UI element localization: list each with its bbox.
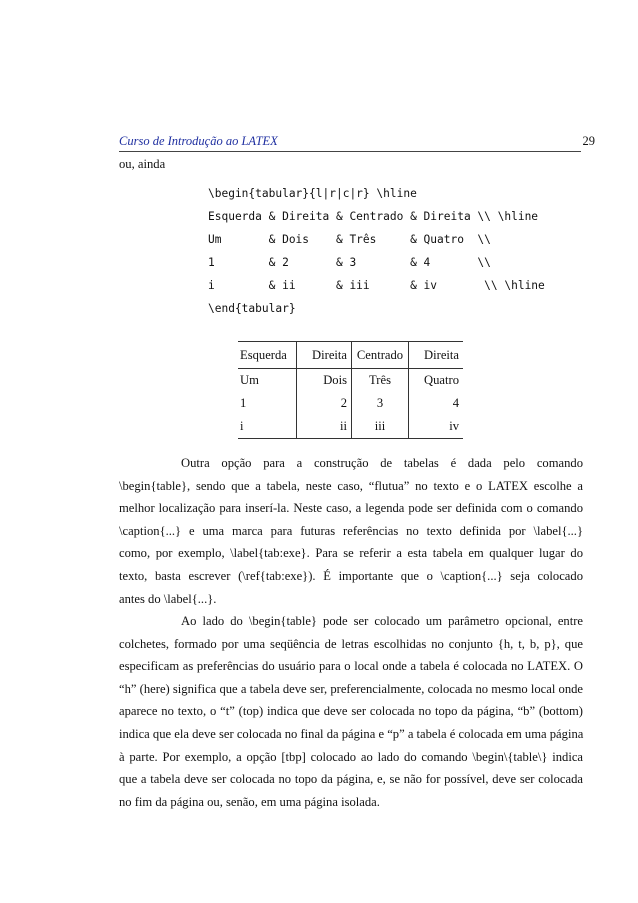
table-header-row xyxy=(238,342,463,369)
table-cell: 3 xyxy=(352,392,409,415)
table-cell: iii xyxy=(352,415,409,439)
paragraph-line: aparece no texto, o “t” (top) indica que deve ser colocada no topo da página, “b” (bottom) xyxy=(119,704,583,719)
paragraph-line: como, por exemplo, \label{tab:exe}. Para se referir a esta tabela em qualquer lugar do xyxy=(119,546,583,561)
paragraph-line: à parte. Por exemplo, a opção [tbp] colocado ao lado do comando \begin\{table\} indica xyxy=(119,749,583,764)
table-cell: 1 xyxy=(238,392,297,415)
header-title: Curso de Introdução ao LATEX xyxy=(119,134,278,148)
paragraph-2 xyxy=(119,610,583,813)
table-header-cell: Esquerda xyxy=(238,342,297,369)
paragraph-line: antes do \label{...}. xyxy=(119,591,217,606)
paragraph-line: indica que ela deve ser colocada no final da página e “p” a tabela é colocada em uma página xyxy=(119,726,584,741)
table-cell: 4 xyxy=(452,396,459,410)
code-line: Esquerda & Direita & Centrado & Direita \\ \hline xyxy=(208,210,539,223)
table-cell: ii xyxy=(297,415,352,439)
header-rule xyxy=(119,151,581,152)
table-row xyxy=(238,392,463,415)
paragraph-line: texto, basta escrever (\ref{tab:exe}). É importante que o \caption{...} seja colocado xyxy=(119,568,583,583)
table-cell: iv xyxy=(409,415,464,439)
table-header-cell: Direita xyxy=(297,342,352,369)
running-header xyxy=(119,134,595,150)
paragraph-line: que a tabela deve ser colocada no topo da página, e, se não for possível, deve ser colocada xyxy=(119,772,583,787)
page-number: 29 xyxy=(582,134,595,148)
paragraph-1 xyxy=(119,452,583,610)
code-line: i & ii & iii & iv \\ \hline xyxy=(208,279,545,292)
paragraph-line: melhor localização para inserí-la. Neste caso, a legenda pode ser definida com o comando xyxy=(119,501,583,516)
paragraph-line: Ao lado do \begin{table} pode ser colocado um parâmetro opcional, entre xyxy=(181,614,583,628)
table-row xyxy=(238,415,463,439)
paragraph-line: \begin{table}, sendo que a tabela, neste caso, “flutua” no texto e o LATEX escolhe a xyxy=(119,478,583,493)
paragraph-line: colchetes, formado por uma seqüência de letras escolhidas no conjunto {h, t, b, p}, que xyxy=(119,636,583,651)
code-line: \begin{tabular}{l|r|c|r} \hline xyxy=(208,187,417,200)
code-line: Um & Dois & Três & Quatro \\ xyxy=(208,233,491,246)
table-header-cell: Centrado xyxy=(352,342,409,369)
table-cell: i xyxy=(238,415,297,439)
paragraph-line: “h” (here) significa que a tabela deve ser, preferencialmente, colocada no mesmo local onde xyxy=(119,681,583,696)
code-line: \end{tabular} xyxy=(208,302,296,315)
table-cell: Quatro xyxy=(424,373,459,387)
intro-text: ou, ainda xyxy=(119,157,166,171)
example-table xyxy=(238,341,463,439)
table-cell: Dois xyxy=(297,369,352,393)
table-cell: Três xyxy=(352,369,409,393)
table-cell: Um xyxy=(238,369,297,393)
table-cell: 2 xyxy=(297,392,352,415)
paragraph-line: Outra opção para a construção de tabelas é dada pelo comando xyxy=(181,456,583,470)
table-row xyxy=(238,369,463,393)
paragraph-line: \caption{...} e uma marca para futuras referências no texto definida por \label{...} xyxy=(119,523,583,538)
paragraph-line: especificam as preferências do usuário para o local onde a tabela é colocada no LATEX. O xyxy=(119,659,583,674)
table-header-cell: Direita xyxy=(409,342,464,369)
code-line: 1 & 2 & 3 & 4 \\ xyxy=(208,256,491,269)
paragraph-line: no fim da página ou, senão, em uma página isolada. xyxy=(119,794,380,809)
